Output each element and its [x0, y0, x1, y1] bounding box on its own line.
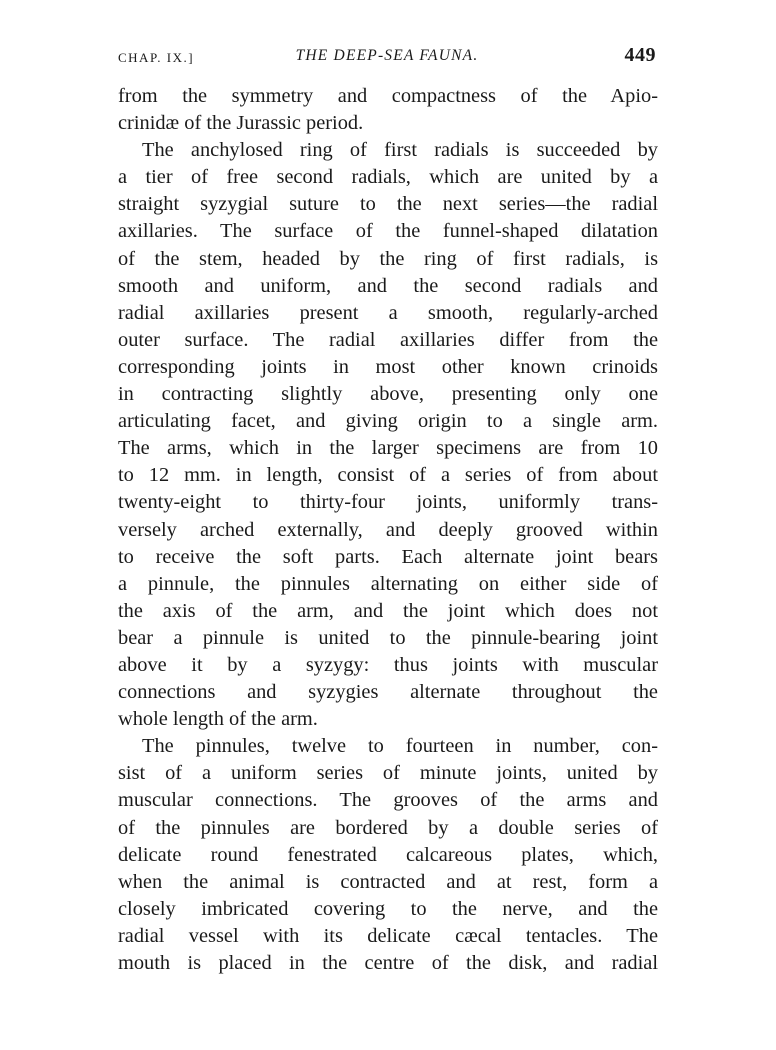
text-line: articulating facet, and giving origin to a single arm.: [118, 410, 658, 433]
text-line: when the animal is contracted and at rest, form a: [118, 870, 658, 893]
text-line: closely imbricated covering to the nerve, and the: [118, 897, 658, 920]
running-head: [118, 44, 656, 74]
text-line: delicate round fenestrated calcareous plates, which,: [118, 843, 658, 866]
text-line: to receive the soft parts. Each alternate joint bears: [118, 545, 658, 568]
text-line: the axis of the arm, and the joint which does not: [118, 599, 658, 622]
page-number: 449: [624, 44, 656, 66]
text-line: of the stem, headed by the ring of first radials, is: [118, 247, 658, 270]
text-line: a tier of free second radials, which are united by a: [118, 166, 658, 189]
running-title: THE DEEP-SEA FAUNA.: [295, 47, 479, 64]
text-line: muscular connections. The grooves of the arms and: [118, 789, 658, 812]
text-line: radial vessel with its delicate cæcal tentacles. The: [118, 924, 658, 947]
body-text: [118, 83, 658, 977]
text-line: axillaries. The surface of the funnel-shaped dilatation: [118, 220, 658, 243]
text-line: crinidæ of the Jurassic period.: [118, 112, 364, 135]
text-line: from the symmetry and compactness of the Apio-: [118, 85, 658, 107]
text-line: above it by a syzygy: thus joints with muscular: [118, 653, 658, 676]
text-line: bear a pinnule is united to the pinnule-bearing joint: [118, 626, 658, 649]
text-line: corresponding joints in most other known crinoids: [118, 355, 658, 378]
text-line: radial axillaries present a smooth, regularly-arched: [118, 301, 658, 324]
text-line: connections and syzygies alternate throughout the: [118, 681, 658, 704]
paragraph-first-line: The pinnules, twelve to fourteen in number, con-: [142, 735, 658, 758]
text-line: sist of a uniform series of minute joints, united by: [118, 762, 658, 785]
text-line: whole length of the arm.: [118, 708, 318, 731]
text-line: straight syzygial suture to the next series—the radial: [118, 193, 658, 216]
text-line: versely arched externally, and deeply grooved within: [118, 518, 658, 541]
text-line: outer surface. The radial axillaries differ from the: [118, 328, 658, 351]
text-line: smooth and uniform, and the second radials and: [118, 274, 658, 297]
chapter-label: CHAP. IX.]: [118, 50, 195, 65]
text-line: to 12 mm. in length, consist of a series of from about: [118, 464, 658, 487]
text-line: twenty-eight to thirty-four joints, uniformly trans-: [118, 491, 658, 514]
text-line: mouth is placed in the centre of the disk, and radial: [118, 952, 658, 974]
paragraph-first-line: The anchylosed ring of first radials is succeeded by: [142, 139, 658, 162]
text-line: The arms, which in the larger specimens are from 10: [118, 437, 658, 460]
text-line: of the pinnules are bordered by a double series of: [118, 816, 658, 839]
text-line: in contracting slightly above, presenting only one: [118, 383, 658, 406]
text-line: a pinnule, the pinnules alternating on either side of: [118, 572, 658, 595]
